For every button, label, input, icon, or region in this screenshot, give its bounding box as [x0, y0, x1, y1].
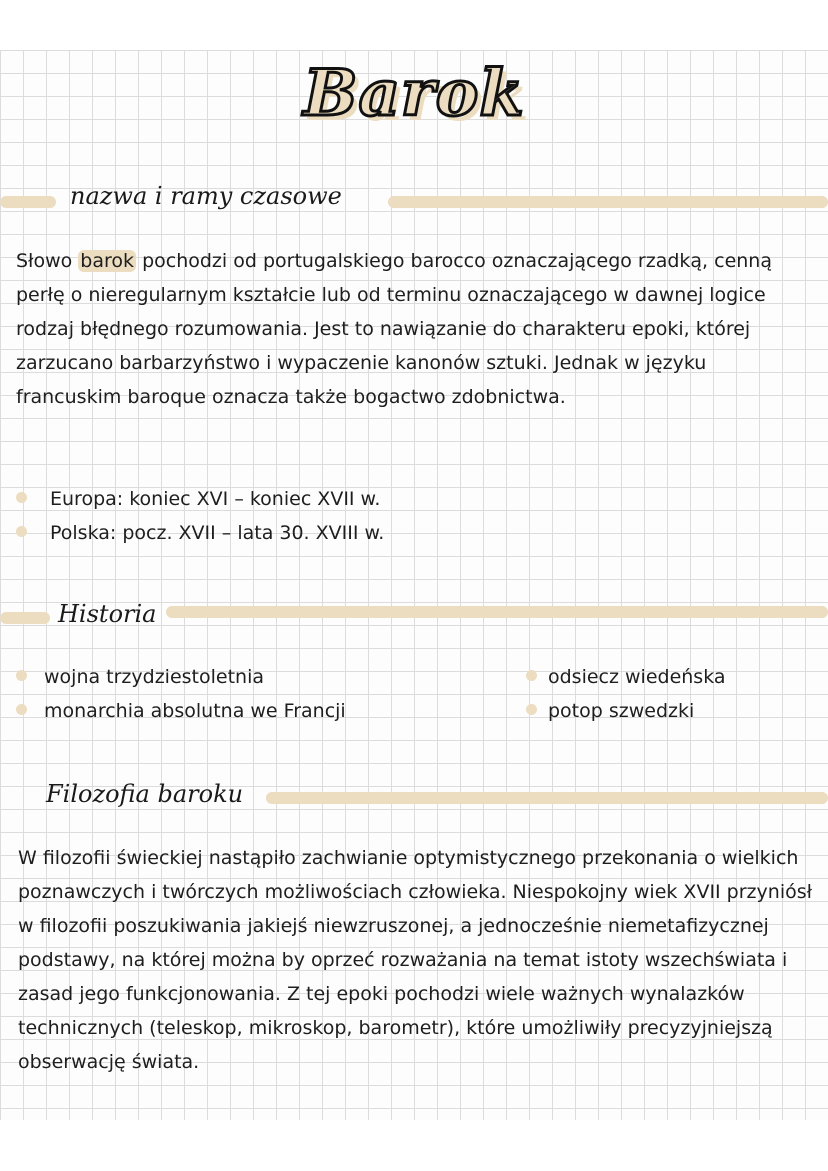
section-heading: nazwa i ramy czasowe [70, 182, 342, 210]
bullet-dot-icon [16, 492, 27, 503]
section-heading: Historia [58, 600, 157, 628]
list-item-text: potop szwedzki [548, 700, 695, 722]
bullet-dot-icon [16, 526, 27, 537]
list-item [526, 660, 726, 694]
title-block [0, 56, 828, 131]
list-item-text: wojna trzydziestoletnia [44, 666, 265, 688]
list-item [16, 482, 384, 516]
list-item [16, 694, 346, 728]
historia-list-right [526, 660, 726, 728]
list-item-text: Europa: koniec XVI – koniec XVII w. [50, 488, 381, 510]
heading-rule-left [0, 612, 50, 624]
page-title: Barok [303, 56, 525, 131]
section-nazwa-header [0, 182, 828, 222]
list-item-text: odsiecz wiedeńska [548, 666, 726, 688]
list-item [16, 516, 384, 550]
highlighted-term: barok [80, 250, 135, 272]
heading-rule-right [388, 196, 828, 208]
list-item-text: monarchia absolutna we Francji [44, 700, 346, 722]
bullet-dot-icon [16, 704, 27, 715]
para-text: Słowo [16, 250, 79, 272]
bullet-dot-icon [16, 670, 27, 681]
heading-rule-left [0, 196, 56, 208]
list-item-text: Polska: pocz. XVII – lata 30. XVIII w. [50, 522, 385, 544]
para-text: pochodzi od portugalskiego barocco oznaczającego rzadką, cenną perłę o nieregularnym kształcie lub od terminu oznaczającego w dawnej logice rodzaj błędnego rozumowania. Jest to nawiązanie do charakteru epoki, której zarzucano barbarzyństwo i wypaczenie kanonów sztuki. Jednak w języku francuskim baroque oznacza także bogactwo zdobnictwa. [16, 250, 772, 408]
historia-list-left [16, 660, 346, 728]
section-historia-header [0, 600, 828, 640]
filozofia-paragraph: W filozofii świeckiej nastąpiło zachwianie optymistycznego przekonania o wielkich poznawczych i twórczych możliwościach człowieka. Niespokojny wiek XVII przyniósł w filozofii poszukiwania jakiejś niewzruszonej, a jednocześnie niemetafizycznej podstawy, na której można by oprzeć rozważania na temat istoty wszechświata i zasad jego funkcjonowania. Z tej epoki pochodzi wiele ważnych wynalazków technicznych (teleskop, mikroskop, barometr), które umożliwiły precyzyjniejszą obserwację świata. [18, 847, 813, 1073]
list-item [526, 694, 726, 728]
section-heading: Filozofia baroku [46, 780, 244, 808]
nazwa-paragraph [16, 244, 816, 414]
timeframe-list [16, 482, 384, 550]
heading-rule-right [266, 792, 828, 804]
list-item [16, 660, 346, 694]
heading-rule-right [166, 606, 828, 618]
section-filozofia-header [0, 780, 828, 820]
bullet-dot-icon [526, 704, 537, 715]
bullet-dot-icon [526, 670, 537, 681]
